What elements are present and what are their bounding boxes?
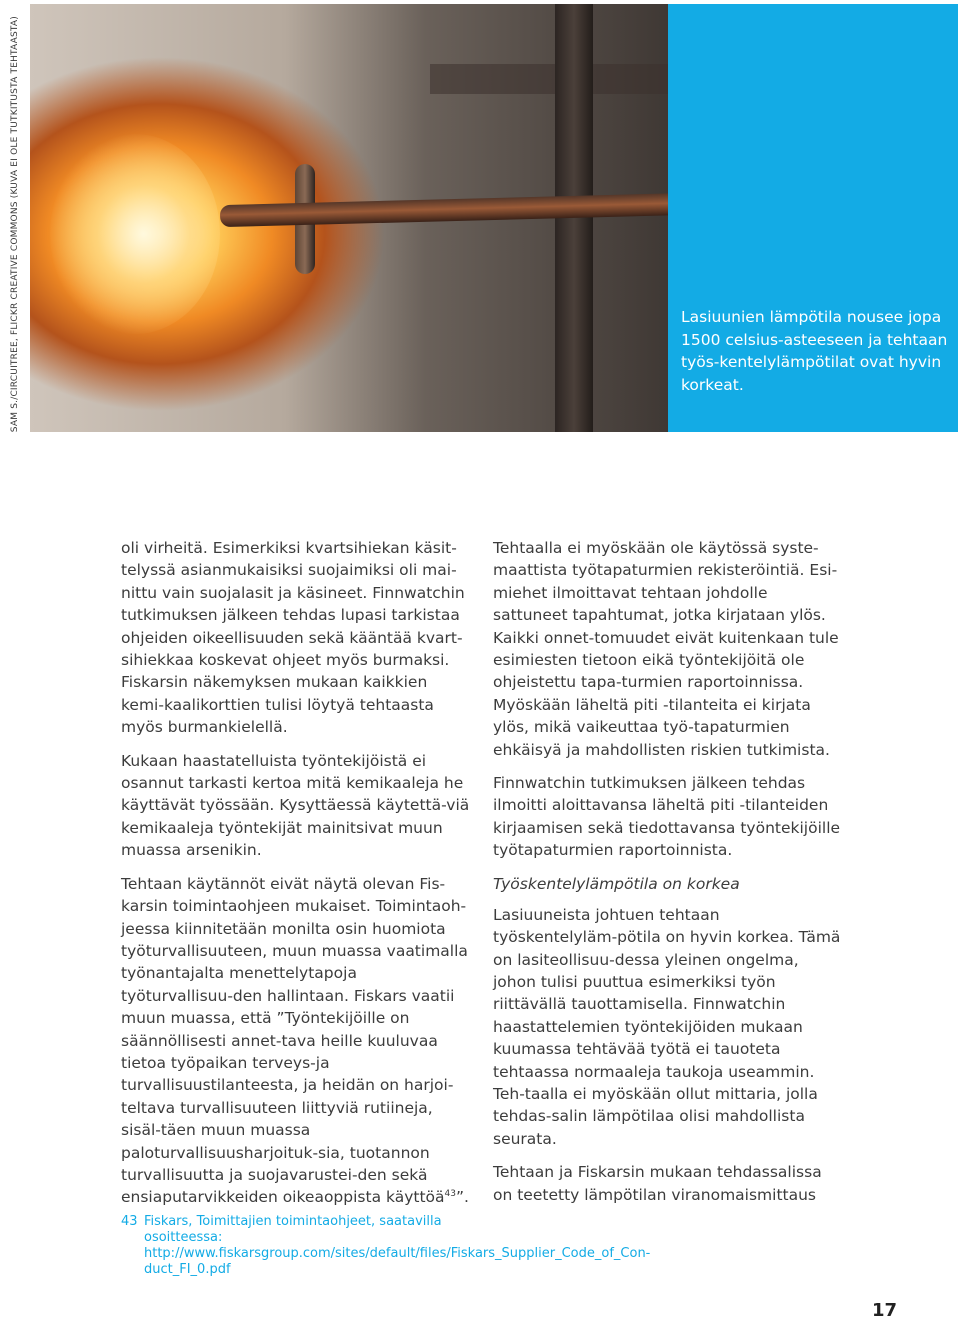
photo-detail-blowpipe: [220, 193, 668, 227]
footnote-reference[interactable]: 43: [444, 1189, 456, 1200]
left-paragraph-2: Kukaan haastatelluista työntekijöistä ei osannut tarkasti kertoa mitä kemikaaleja he käyttävät työssään. Kysyttäessä käytettä-viä kemikaaleja työntekijät mainitsivat muun muassa arsenikin.: [121, 751, 470, 860]
right-paragraph-2: Finnwatchin tutkimuksen jälkeen tehdas ilmoitti aloittavansa läheltä piti -tilanteiden kirjaamisen sekä tiedottavansa työntekijöille työtapaturmien raportoinnista.: [493, 774, 841, 860]
right-column: [493, 537, 843, 1217]
left-paragraph-3-text: Tehtaan käytännöt eivät näytä olevan Fis-karsin toimintaohjeen mukaiset. Toimintaoh-jeessa kiinnitetään monilta osin huomiota työturvallisuuteen, muun muassa vaatimalla työnantajalta menettelytapoja työturvallisuu-den hallintaan. Fiskars vaatii muun muassa, että ”Työntekijöille on säännöllisesti annet-tava heille kuuluvaa tietoa työpaikan terveys-ja turvallisuustilanteesta, ja heidän on harjoi-teltava turvallisuuteen liittyviä rutiineja, sisäl-täen muun muassa paloturvallisuusharjoituk-sia, tuotannon turvallisuutta ja suojavarustei-den sekä ensiaputarvikkeiden oikeaoppista käyttöä: [121, 874, 468, 1207]
photo-detail-bar: [430, 64, 668, 94]
section-heading: Työskentelylämpötila on korkea: [493, 874, 740, 893]
photo-credit-text: SAM S./CIRCUITREE, FLICKR CREATIVE COMMONS (KUVA EI OLE TUTKITUSTA TEHTAASTA): [10, 15, 20, 432]
page-number: 17: [872, 1300, 898, 1321]
left-column: [121, 537, 471, 1220]
glass-furnace-photo: [30, 4, 668, 432]
left-paragraph-3: [121, 873, 471, 1209]
left-paragraph-1: oli virheitä. Esimerkiksi kvartsihiekan käsit-telyssä asianmukaisiksi suojaimiksi oli mai-nittu vain suojalasit ja käsineet. Finnwatchin tutkimuksen jälkeen tehdas lupasi tarkistaa ohjeiden oikeellisuuden sekä kääntää kvart-sihiekkaa koskevat ohjeet myös burmaksi. Fiskarsin näkemyksen mukaan kaikkien kemi-kaalikorttien tulisi löytyä tehtaasta myös burmankielellä.: [121, 539, 465, 737]
callout-box: [668, 4, 958, 432]
left-paragraph-3-end: ”.: [455, 1188, 469, 1207]
callout-text: Lasiuunien lämpötila nousee jopa 1500 celsius-asteeseen ja tehtaan työs-kentelylämpötilat ovat hyvin korkeat.: [681, 308, 948, 394]
footnote-number: 43: [121, 1214, 138, 1229]
right-paragraph-4: Tehtaan ja Fiskarsin mukaan tehdassalissa on teetetty lämpötilan viranomaismittaus: [493, 1163, 822, 1204]
photo-credit: [2, 4, 28, 432]
photo-detail-molten-glass: [50, 134, 220, 334]
footnote: [121, 1214, 651, 1278]
footnote-text[interactable]: Fiskars, Toimittajien toimintaohjeet, saatavilla osoitteessa: http://www.fiskarsgroup.com/sites/default/files/Fiskars_Supplier_Code_of_Con-duct_FI_0.pdf: [144, 1214, 651, 1277]
right-paragraph-1: Tehtaalla ei myöskään ole käytössä syste-maattista työtapaturmien rekisteröintiä. Esi-miehet ilmoittavat tehtaan johdolle sattuneet tapahtumat, jotka kirjataan ylös. Kaikki onnet-tomuudet eivät kuitenkaan tule esimiesten tietoon eikä työntekijöitä ole ohjeistettu tapa-turmien raportoinnissa. Myöskään läheltä piti -tilanteita ei kirjata ylös, mikä vaikeuttaa työ-tapaturmien ehkäisyä ja mahdollisten riskien tutkimista.: [493, 539, 839, 759]
right-paragraph-3: Lasiuuneista johtuen tehtaan työskentelyläm-pötila on hyvin korkea. Tämä on lasiteollisuu-dessa yleinen ongelma, johon tulisi puuttua esimerkiksi työn riittävällä tauottamisella. Finnwatchin haastattelemien työntekijöiden mukaan kuumassa tehtävää työtä ei tauoteta tehtaassa normaaleja taukoja useammin. Teh-taalla ei myöskään ollut mittaria, jolla tehdas-salin lämpötilaa olisi mahdollista seurata.: [493, 905, 841, 1148]
